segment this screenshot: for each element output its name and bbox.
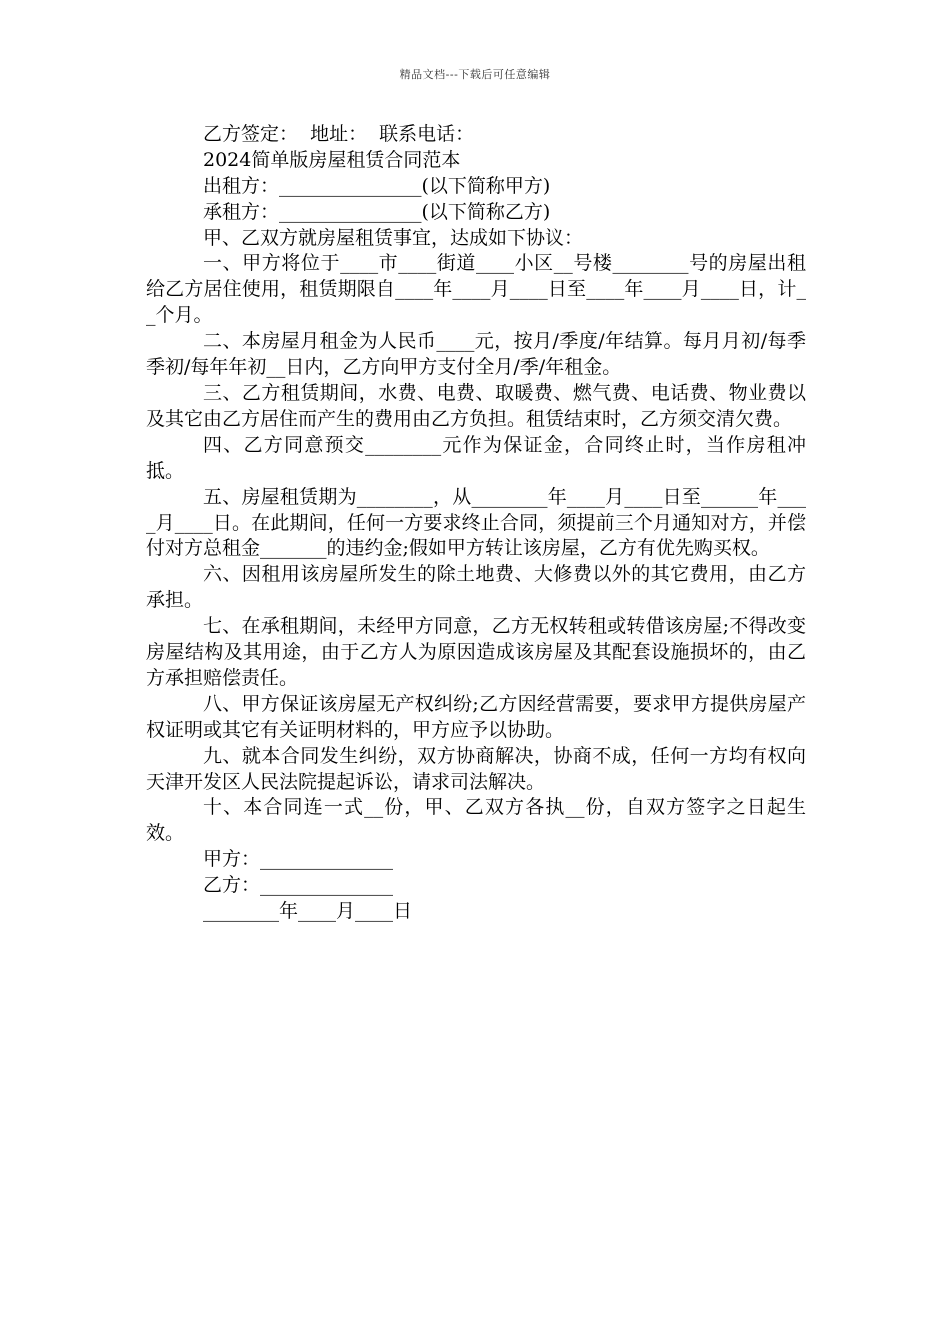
signature-date: ________年____月____日 — [203, 900, 413, 923]
lessee-line: 承租方：_______________(以下简称乙方) — [203, 200, 551, 223]
agreement-intro: 甲、乙双方就房屋租赁事宜，达成如下协议： — [203, 226, 584, 249]
contract-body — [146, 122, 806, 925]
clause-2: 二、本房屋月租金为人民币____元，按月/季度/年结算。每月月初/每季季初/每年年初__日内，乙方向甲方支付全月/季/年租金。 — [146, 330, 806, 379]
clause-10: 十、本合同连一式__份，甲、乙双方各执__份，自双方签字之日起生效。 — [146, 796, 806, 845]
lessor-line: 出租方：_______________(以下简称甲方) — [203, 174, 551, 197]
clause-8: 八、甲方保证该房屋无产权纠纷;乙方因经营需要，要求甲方提供房屋产权证明或其它有关证明材料的，甲方应予以协助。 — [146, 692, 806, 741]
clause-5: 五、房屋租赁期为________，从________年____月____日至______年____月____日。在此期间，任何一方要求终止合同，须提前三个月通知对方，并偿付对方总租金_______的违约金;假如甲方转让该房屋，乙方有优先购买权。 — [146, 485, 806, 560]
signing-info-line: 乙方签定： 地址： 联系电话： — [203, 123, 475, 145]
clause-6: 六、因租用该房屋所发生的除土地费、大修费以外的其它费用，由乙方承担。 — [146, 563, 806, 612]
clause-1: 一、甲方将位于____市____街道____小区__号楼________号的房屋出租给乙方居住使用，租赁期限自____年____月____日至____年____月____日，计__个月。 — [146, 252, 806, 327]
page-header: 精品文档---下载后可任意编辑 — [399, 68, 551, 81]
contract-title: 2024简单版房屋租赁合同范本 — [203, 148, 461, 171]
clause-3: 三、乙方租赁期间，水费、电费、取暖费、燃气费、电话费、物业费以及其它由乙方居住而产生的费用由乙方负担。租赁结束时，乙方须交清欠费。 — [146, 381, 806, 430]
signature-party-a: 甲方：______________ — [203, 848, 394, 871]
clause-9: 九、就本合同发生纠纷，双方协商解决，协商不成，任何一方均有权向天津开发区人民法院提起诉讼，请求司法解决。 — [146, 744, 806, 793]
clause-4: 四、乙方同意预交________元作为保证金，合同终止时，当作房租冲抵。 — [146, 433, 806, 482]
clause-7: 七、在承租期间，未经甲方同意，乙方无权转租或转借该房屋;不得改变房屋结构及其用途，由于乙方人为原因造成该房屋及其配套设施损坏的，由乙方承担赔偿责任。 — [146, 615, 806, 689]
signature-party-b: 乙方：______________ — [203, 874, 394, 897]
